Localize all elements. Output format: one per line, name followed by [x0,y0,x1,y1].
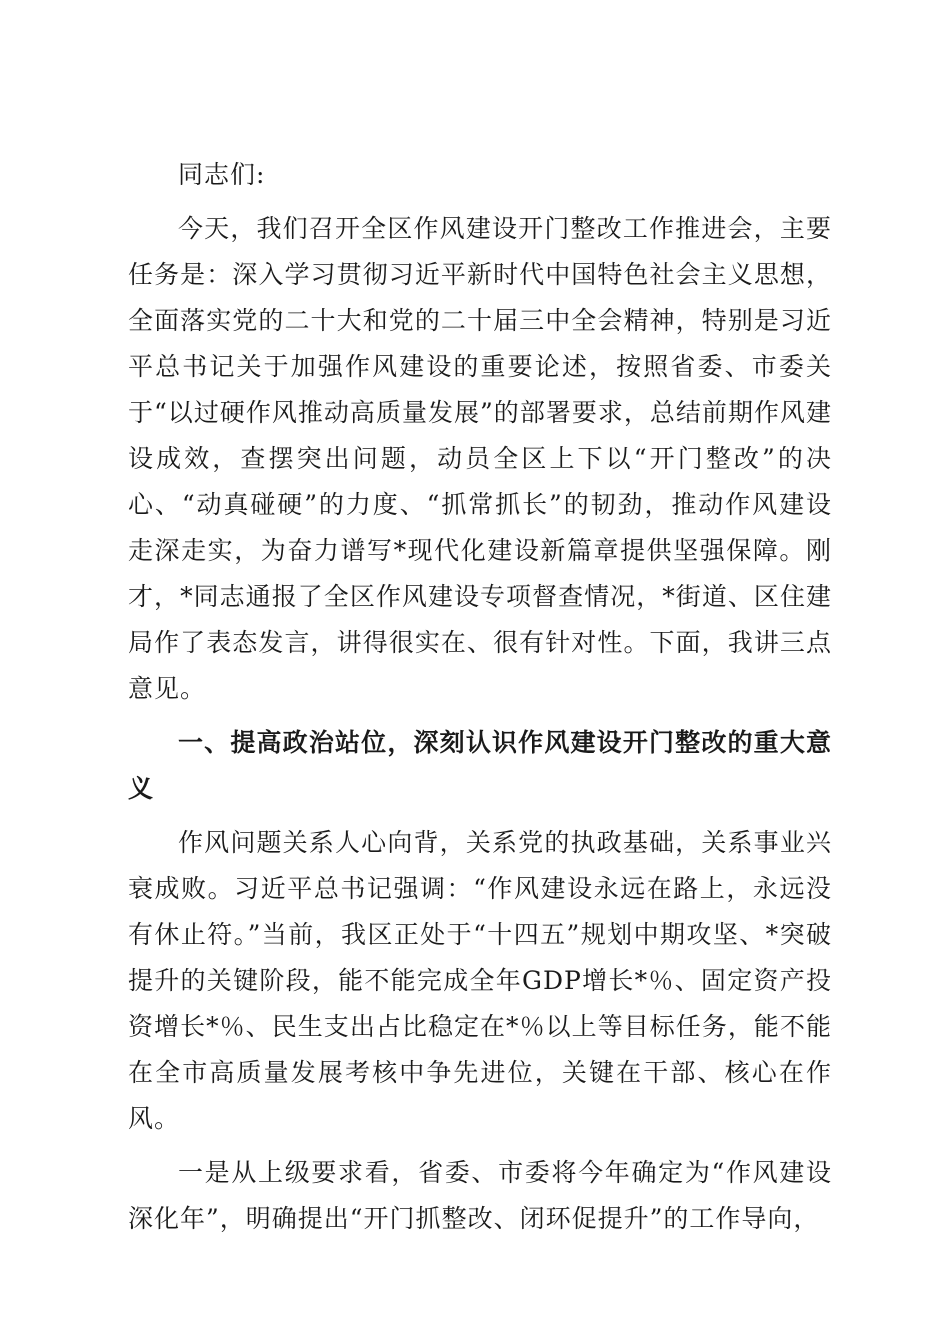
greeting: 同志们: [178,160,266,189]
section-paragraph-continued: 一是从上级要求看，省委、市委将今年确定为“作风建设深化年”，明确提出“开门抓整改、闭环促提升”的工作导向， [128,1158,832,1233]
intro-paragraph: 今天，我们召开全区作风建设开门整改工作推进会，主要任务是：深入学习贯彻习近平新时代中国特色社会主义思想，全面落实党的二十大和党的二十届三中全会精神，特别是习近平总书记关于加强作风建设的重要论述，按照省委、市委关于“以过硬作风推动高质量发展”的部署要求，总结前期作风建设成效，查摆突出问题，动员全区上下以“开门整改”的决心、“动真碰硬”的力度、“抓常抓长”的韧劲，推动作风建设走深走实，为奋力谱写*现代化建设新篇章提供坚强保障。刚才，*同志通报了全区作风建设专项督查情况，*街道、区住建局作了表态发言，讲得很实在、很有针对性。下面，我讲三点意见。 [128,214,832,703]
document-body [128,152,832,1242]
section-paragraph: 作风问题关系人心向背，关系党的执政基础，关系事业兴衰成败。习近平总书记强调：“作风建设永远在路上，永远没有休止符。”当前，我区正处于“十四五”规划中期攻坚、*突破提升的关键阶段，能不能完成全年GDP增长*％、固定资产投资增长*％、民生支出占比稳定在*％以上等目标任务，能不能在全市高质量发展考核中争先进位，关键在干部、核心在作风。 [128,828,832,1133]
section-heading: 一、提高政治站位，深刻认识作风建设开门整改的重大意义 [128,728,832,803]
